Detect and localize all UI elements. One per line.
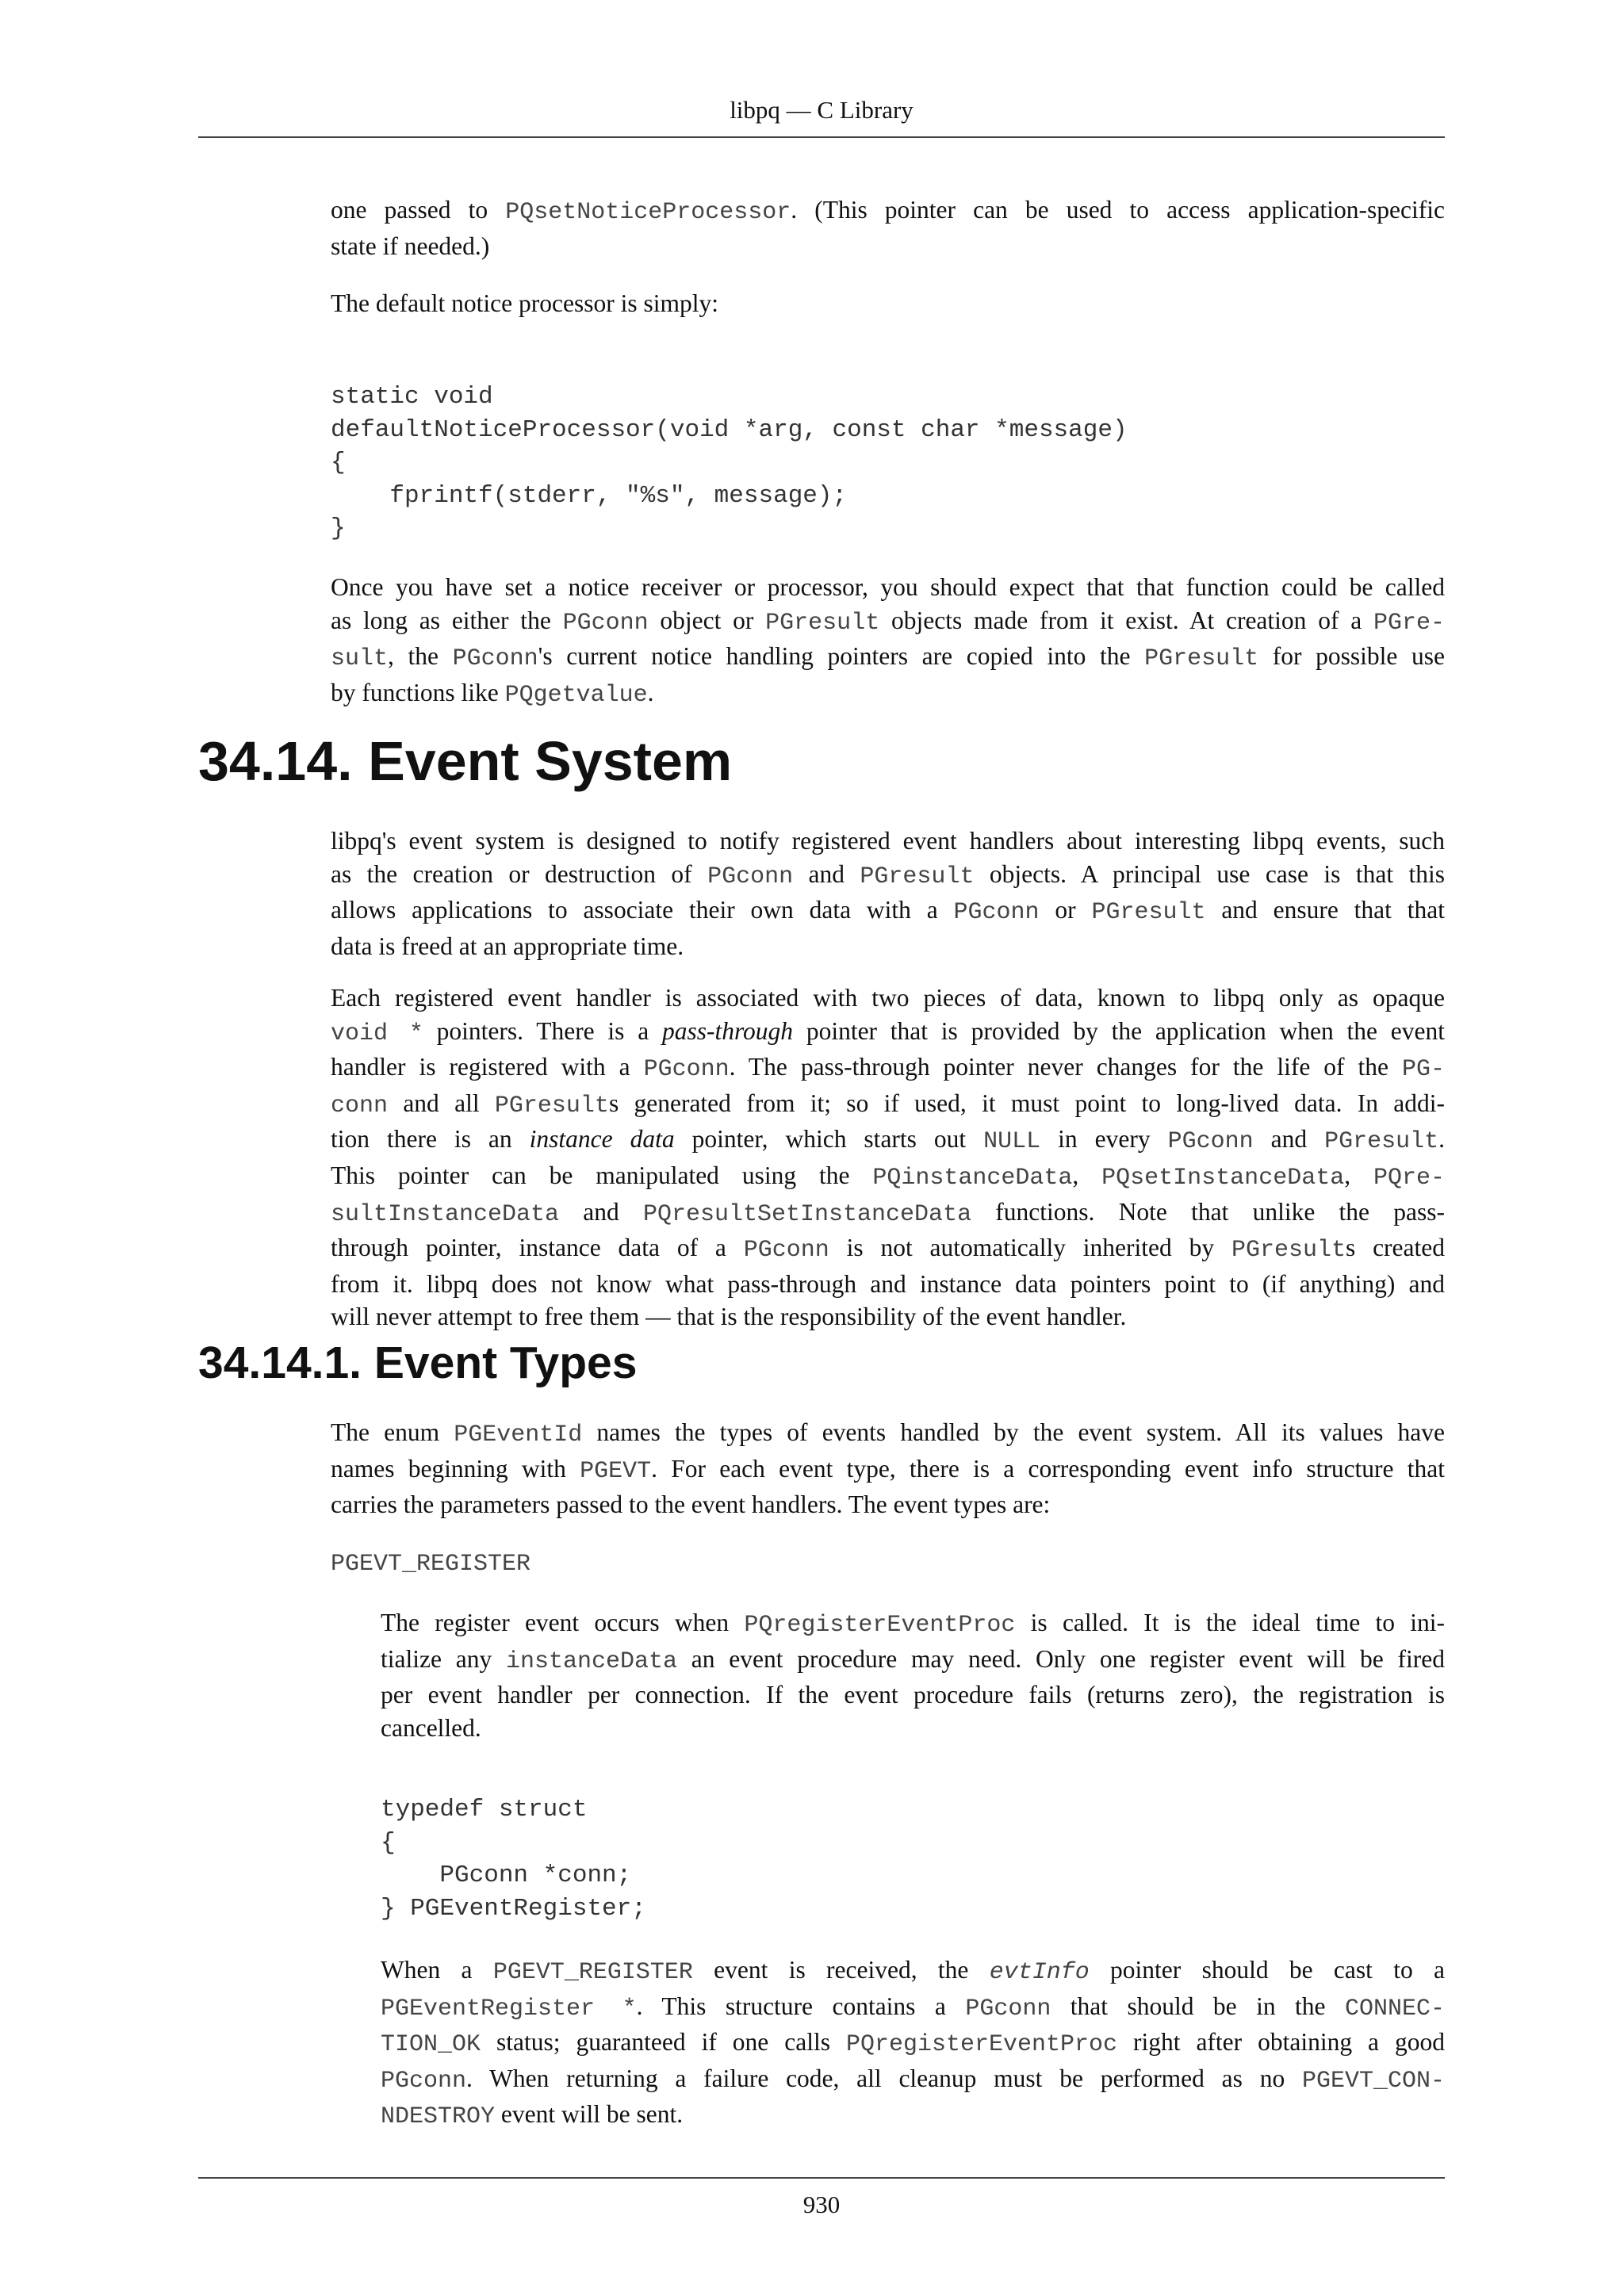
text-line: one passed to PQsetNoticeProcessor. (This pointer can be used to access application-specific: [331, 196, 1445, 226]
pgevent-register-struct-code: typedef struct { PGconn *conn; } PGEventRegister;: [381, 1796, 646, 1923]
text-line: as the creation or destruction of PGconn and PGresult objects. A principal use case is that this: [331, 859, 1446, 890]
text-line: conn and all PGresults generated from it; so if used, it must point to long-lived data. In addi-: [331, 1089, 1446, 1119]
text-line: names beginning with PGEVT. For each event type, there is a corresponding event info structure that: [331, 1454, 1445, 1485]
default-notice-processor-code: static void defaultNoticeProcessor(void *arg, const char *message) { fprintf(stderr, "%s", message); }: [331, 383, 1128, 543]
text-line: void * pointers. There is a pass-through pointer that is provided by the application when the event: [331, 1016, 1445, 1047]
text-line: cancelled.: [381, 1713, 481, 1742]
text-line: When a PGEVT_REGISTER event is received, the evtInfo pointer should be cast to a: [381, 1956, 1446, 1986]
text-line: from it. libpq does not know what pass-through and instance data pointers point to (if anything) and: [331, 1269, 1445, 1298]
text-line: tialize any instanceData an event procedure may need. Only one register event will be fired: [381, 1644, 1445, 1675]
text-line: state if needed.): [331, 232, 490, 260]
text-line: The register event occurs when PQregisterEventProc is called. It is the ideal time to ini-: [381, 1609, 1445, 1639]
term-pgevt-register: PGEVT_REGISTER: [331, 1551, 531, 1578]
page-header: libpq — C Library: [730, 96, 914, 124]
text-line: TION_OK status; guaranteed if one calls PQregisterEventProc right after obtaining a good: [381, 2028, 1445, 2059]
register-event-paragraph: [381, 1606, 1445, 1744]
text-line: per event handler per connection. If the event procedure fails (returns zero), the registration is: [381, 1681, 1445, 1709]
notice-processor-paragraph: [331, 193, 1445, 262]
event-system-intro-paragraph: [331, 825, 1445, 962]
text-line: Once you have set a notice receiver or processor, you should expect that that function could be called: [331, 573, 1445, 601]
register-event-info-paragraph: [381, 1954, 1445, 2134]
event-handler-data-paragraph: [331, 982, 1445, 1334]
text-line: This pointer can be manipulated using the PQinstanceData, PQsetInstanceData, PQre-: [331, 1161, 1445, 1192]
text-line: NDESTROY event will be sent.: [381, 2100, 684, 2131]
text-line: will never attempt to free them — that is the responsibility of the event handler.: [331, 1303, 1127, 1331]
text-line: The enum PGEventId names the types of events handled by the event system. All its values have: [331, 1418, 1445, 1448]
text-line: PGEventRegister *. This structure contains a PGconn that should be in the CONNEC-: [381, 1992, 1445, 2022]
text-line: sultInstanceData and PQresultSetInstanceData functions. Note that unlike the pass-: [331, 1197, 1446, 1228]
text-line: as long as either the PGconn object or PGresult objects made from it exist. At creation of a PGre-: [331, 606, 1445, 637]
section-heading: 34.14. Event System: [198, 730, 733, 792]
header-rule: [198, 136, 1445, 138]
text-line: Each registered event handler is associated with two pieces of data, known to libpq only as opaque: [331, 984, 1445, 1012]
text-line: carries the parameters passed to the event handlers. The event types are:: [331, 1490, 1051, 1519]
event-types-intro-paragraph: [331, 1416, 1445, 1521]
text-line: handler is registered with a PGconn. The pass-through pointer never changes for the life of the PG-: [331, 1053, 1445, 1084]
text-line: allows applications to associate their own data with a PGconn or PGresult and ensure that that: [331, 896, 1445, 927]
text-line: by functions like PQgetvalue.: [331, 678, 654, 709]
text-line: PGconn. When returning a failure code, all cleanup must be performed as no PGEVT_CON-: [381, 2064, 1445, 2095]
page-number: 930: [802, 2191, 841, 2218]
notice-handling-paragraph: [331, 571, 1445, 712]
footer-rule: [198, 2177, 1445, 2179]
subsection-heading: 34.14.1. Event Types: [198, 1337, 638, 1388]
text-line: libpq's event system is designed to notify registered event handlers about interesting libpq events, such: [331, 827, 1445, 855]
text-line: tion there is an instance data pointer, which starts out NULL in every PGconn and PGresult.: [331, 1125, 1446, 1156]
text-line: sult, the PGconn's current notice handling pointers are copied into the PGresult for possible use: [331, 642, 1445, 673]
text-line: through pointer, instance data of a PGconn is not automatically inherited by PGresults created: [331, 1234, 1445, 1265]
default-processor-intro: The default notice processor is simply:: [331, 289, 719, 317]
text-line: data is freed at an appropriate time.: [331, 932, 684, 960]
